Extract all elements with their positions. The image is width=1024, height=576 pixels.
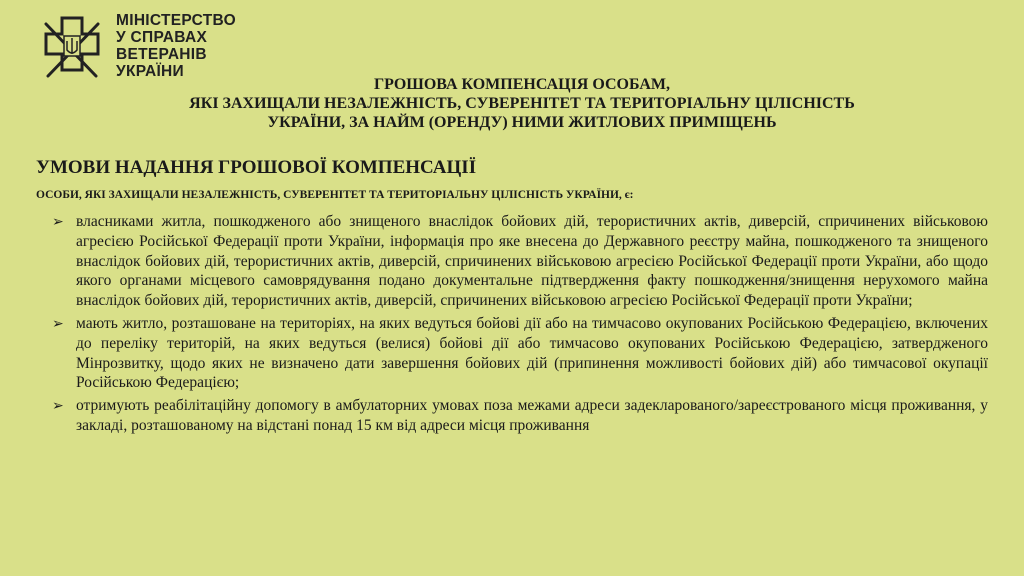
list-item-text: власниками житла, пошкодженого або знищеного внаслідок бойових дій, терористичних актів, диверсій, спричинених військовою агресією Російської Федерації проти України, інформація про яке внесена до Державного реєстру майна, пошкодженого та знищеного внаслідок бойових дій, терористичних актів, диверсій, спричинених військовою агресією Російської Федерації проти України, або щодо якого органами місцевого самоврядування подано документальне підтвердження факту пошкодження/знищення нерухомого майна внаслідок бойових дій, терористичних актів, диверсій, спричинених військовою агресією Російської Федерації проти України; <box>76 213 988 310</box>
ministry-emblem-icon <box>38 14 106 84</box>
list-item-text: мають житло, розташоване на територіях, на яких ведуться бойові дії або на тимчасово окупованих Російською Федерацією, включених до переліку територій, на яких ведуться (велися) бойові дії або тимчасово окупованих Російською Федерацією, затвердженого Мінрозвитку, щодо яких не визначено дати завершення бойових дій (припинення можливості бойових дій) або тимчасової окупації Російською Федерацією; <box>76 314 988 392</box>
subheading: ОСОБИ, ЯКІ ЗАХИЩАЛИ НЕЗАЛЕЖНІСТЬ, СУВЕРЕНІТЕТ ТА ТЕРИТОРІАЛЬНУ ЦІЛІСНІСТЬ УКРАЇНИ, є: <box>36 189 634 201</box>
arrow-bullet-icon: ➢ <box>52 398 64 415</box>
title-line: УКРАЇНИ, ЗА НАЙМ (ОРЕНДУ) НИМИ ЖИТЛОВИХ ПРИМІЩЕНЬ <box>267 114 777 131</box>
page-title <box>60 75 984 132</box>
arrow-bullet-icon: ➢ <box>52 214 64 230</box>
ministry-line: МІНІСТЕРСТВО <box>116 12 237 29</box>
ministry-name <box>116 12 236 80</box>
title-line: ГРОШОВА КОМПЕНСАЦІЯ ОСОБАМ, <box>373 76 671 93</box>
title-line: ЯКІ ЗАХИЩАЛИ НЕЗАЛЕЖНІСТЬ, СУВЕРЕНІТЕТ ТА ТЕРИТОРІАЛЬНУ ЦІЛІСНІСТЬ <box>189 95 855 112</box>
section-heading: УМОВИ НАДАННЯ ГРОШОВОЇ КОМПЕНСАЦІЇ <box>36 157 477 178</box>
ministry-line: ВЕТЕРАНІВ <box>116 46 207 63</box>
list-item <box>50 314 988 393</box>
list-item <box>50 396 988 436</box>
ministry-line: У СПРАВАХ <box>116 29 208 46</box>
arrow-bullet-icon: ➢ <box>52 315 64 332</box>
ministry-line: УКРАЇНИ <box>116 63 184 80</box>
conditions-list <box>50 212 988 439</box>
list-item <box>50 212 988 311</box>
list-item-text: отримують реабілітаційну допомогу в амбулаторних умовах поза межами адреси задекларованого/зареєстрованого місця проживання, у закладі, розташованому на відстані понад 15 км від адреси місця проживання <box>76 397 988 434</box>
